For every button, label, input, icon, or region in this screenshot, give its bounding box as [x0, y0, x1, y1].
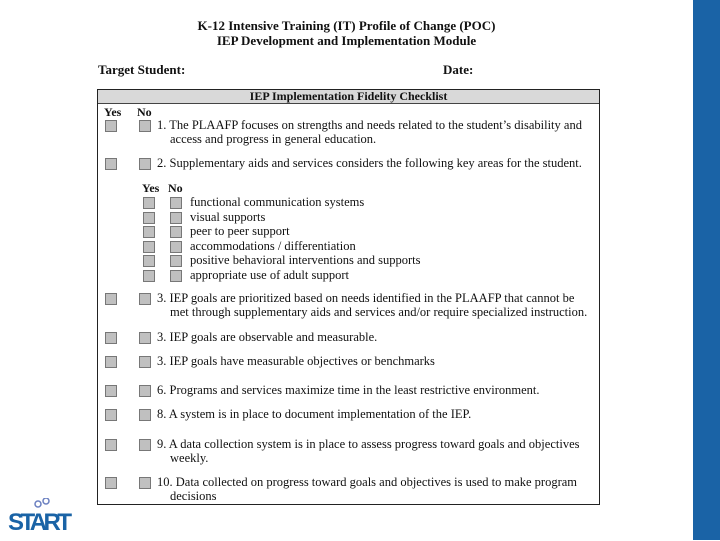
sub-no-checkbox[interactable]: [170, 226, 182, 238]
checklist-item-text: 3. IEP goals are observable and measurable.: [157, 330, 378, 344]
no-checkbox[interactable]: [139, 439, 151, 451]
sub-no-checkbox[interactable]: [170, 197, 182, 209]
sub-item-text: peer to peer support: [190, 224, 290, 239]
checklist-item-text: 3. IEP goals are prioritized based on needs identified in the PLAAFP that cannot be: [157, 291, 575, 305]
checklist-item-text: 3. IEP goals have measurable objectives or benchmarks: [157, 354, 435, 368]
sub-no-header: No: [168, 181, 183, 195]
sub-no-checkbox[interactable]: [170, 241, 182, 253]
sub-no-checkbox[interactable]: [170, 270, 182, 282]
checklist-title: IEP Implementation Fidelity Checklist: [98, 90, 599, 104]
sub-item-text: appropriate use of adult support: [190, 268, 349, 282]
no-checkbox[interactable]: [139, 158, 151, 170]
yes-column-header: Yes: [104, 105, 122, 119]
checklist-item-text: 1. The PLAAFP focuses on strengths and needs related to the student’s disability and: [157, 118, 582, 132]
sub-yes-checkbox[interactable]: [143, 197, 155, 209]
checklist-item-text-cont: access and progress in general education.: [170, 132, 377, 146]
checklist-item-text: 6. Programs and services maximize time in the least restrictive environment.: [157, 383, 540, 397]
no-checkbox[interactable]: [139, 120, 151, 132]
checklist-item-text: 9. A data collection system is in place to assess progress toward goals and objectives: [157, 437, 580, 451]
checklist-item-text-cont: weekly.: [170, 451, 209, 465]
yes-checkbox[interactable]: [105, 332, 117, 344]
target-student-label: Target Student:: [98, 62, 186, 77]
checklist-item-text-cont: decisions: [170, 489, 217, 503]
yes-checkbox[interactable]: [105, 385, 117, 397]
document-subtitle: IEP Development and Implementation Module: [216, 33, 477, 48]
side-accent-bar: [693, 0, 720, 540]
checklist-item-text: 8. A system is in place to document implementation of the IEP.: [157, 407, 472, 421]
no-column-header: No: [137, 105, 152, 119]
yes-checkbox[interactable]: [105, 120, 117, 132]
no-checkbox[interactable]: [139, 477, 151, 489]
no-checkbox[interactable]: [139, 356, 151, 368]
checklist-item-text: 10. Data collected on progress toward goals and objectives is used to make program: [157, 475, 578, 489]
sub-yes-checkbox[interactable]: [143, 241, 155, 253]
sub-item-text: positive behavioral interventions and supports: [190, 253, 421, 268]
yes-checkbox[interactable]: [105, 477, 117, 489]
no-checkbox[interactable]: [139, 293, 151, 305]
document-title: K-12 Intensive Training (IT) Profile of Change (POC): [197, 18, 496, 33]
sub-item-text: functional communication systems: [190, 195, 365, 209]
sub-yes-header: Yes: [142, 181, 160, 195]
date-label: Date:: [443, 62, 474, 77]
sub-no-checkbox[interactable]: [170, 255, 182, 267]
checklist-item-text: 2. Supplementary aids and services considers the following key areas for the student.: [157, 156, 582, 170]
no-checkbox[interactable]: [139, 409, 151, 421]
sub-yes-checkbox[interactable]: [143, 212, 155, 224]
yes-checkbox[interactable]: [105, 356, 117, 368]
sub-item-text: accommodations / differentiation: [190, 238, 356, 253]
svg-text:START: START: [8, 509, 72, 536]
sub-yes-checkbox[interactable]: [143, 226, 155, 238]
no-checkbox[interactable]: [139, 332, 151, 344]
checklist-item-text-cont: met through supplementary aids and services and/or require specialized instruction.: [170, 305, 588, 319]
sub-yes-checkbox[interactable]: [143, 270, 155, 282]
sub-yes-checkbox[interactable]: [143, 255, 155, 267]
yes-checkbox[interactable]: [105, 293, 117, 305]
start-logo: [8, 498, 74, 536]
yes-checkbox[interactable]: [105, 409, 117, 421]
sub-no-checkbox[interactable]: [170, 212, 182, 224]
yes-checkbox[interactable]: [105, 158, 117, 170]
sub-item-text: visual supports: [190, 209, 266, 224]
no-checkbox[interactable]: [139, 385, 151, 397]
yes-checkbox[interactable]: [105, 439, 117, 451]
